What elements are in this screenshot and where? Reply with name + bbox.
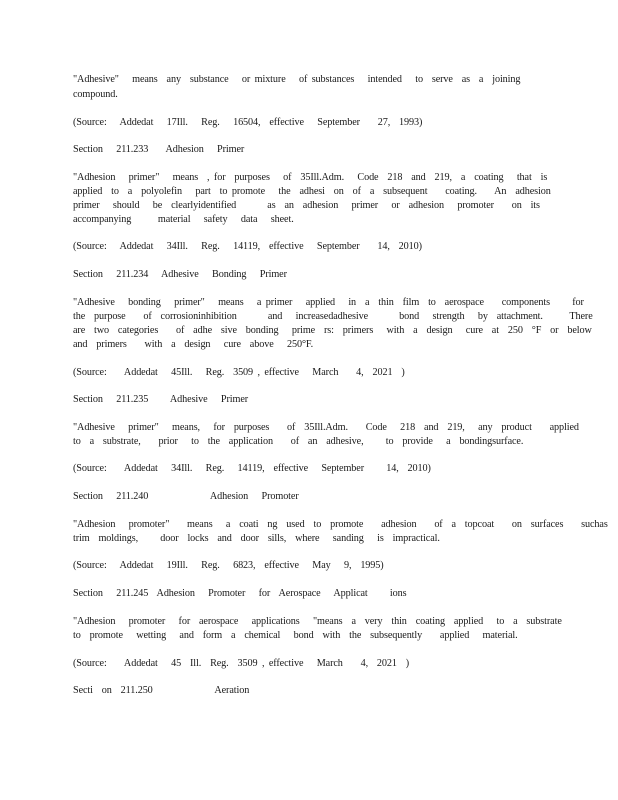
adhesion-primer-line-4: accompanying material safety data sheet. bbox=[73, 214, 294, 225]
adhesive-bonding-primer-line-1: "Adhesive bonding primer" means a primer applied in a thin film to aerospace components for bbox=[73, 297, 584, 308]
source-citation: (Source: Addedat 19Ill. Reg. 6823, effective May 9, 1995) bbox=[73, 560, 384, 571]
adhesive-primer-line-1: "Adhesive primer" means, for purposes of 35Ill.Adm. Code 218 and 219, any product applied bbox=[73, 422, 579, 433]
adhesion-promoter-aerospace-line-1: "Adhesion promoter for aerospace applications "means a very thin coating applied to a substrate bbox=[73, 616, 562, 627]
source-citation: (Source: Addedat 45 Ill. Reg. 3509 , effective March 4, 2021 ) bbox=[73, 658, 410, 669]
section-heading-211-250: Secti on 211.250 Aeration bbox=[73, 685, 250, 696]
source-citation: (Source: Addedat 34Ill. Reg. 14119, effective September 14, 2010) bbox=[73, 241, 422, 252]
adhesive-primer-line-2: to a substrate, prior to the application of an adhesive, to provide a bondingsurface. bbox=[73, 436, 524, 447]
adhesion-primer-line-1: "Adhesion primer" means , for purposes of 35Ill.Adm. Code 218 and 219, a coating that is bbox=[73, 172, 548, 183]
section-heading-211-245: Section 211.245 Adhesion Promoter for Aerospace Applicat ions bbox=[73, 588, 407, 599]
adhesive-bonding-primer-line-4: and primers with a design cure above 250°F. bbox=[73, 339, 314, 350]
section-heading-211-235: Section 211.235 Adhesive Primer bbox=[73, 394, 249, 405]
section-heading-211-234: Section 211.234 Adhesive Bonding Primer bbox=[73, 269, 287, 280]
adhesion-primer-line-3: primer should be clearlyidentified as an adhesion primer or adhesion promoter on its bbox=[73, 200, 540, 211]
adhesive-bonding-primer-line-3: are two categories of adhe sive bonding prime rs: primers with a design cure at 250 °F or below bbox=[73, 325, 592, 336]
source-citation: (Source: Addedat 34Ill. Reg. 14119, effective September 14, 2010) bbox=[73, 463, 431, 474]
source-citation: (Source: Addedat 45Ill. Reg. 3509 , effective March 4, 2021 ) bbox=[73, 367, 405, 378]
adhesion-promoter-line-1: "Adhesion promoter" means a coati ng used to promote adhesion of a topcoat on surfaces suchas bbox=[73, 519, 608, 530]
adhesive-definition-line-2: compound. bbox=[73, 89, 118, 100]
adhesive-definition-line-1: "Adhesive" means any substance or mixture of substances intended to serve as a joining bbox=[73, 74, 521, 85]
source-citation: (Source: Addedat 17Ill. Reg. 16504, effective September 27, 1993) bbox=[73, 117, 423, 128]
section-heading-211-240: Section 211.240 Adhesion Promoter bbox=[73, 491, 299, 502]
adhesion-promoter-line-2: trim moldings, door locks and door sills, where sanding is impractical. bbox=[73, 533, 440, 544]
adhesion-promoter-aerospace-line-2: to promote wetting and form a chemical bond with the subsequently applied material. bbox=[73, 630, 518, 641]
section-heading-211-233: Section 211.233 Adhesion Primer bbox=[73, 144, 245, 155]
adhesion-primer-line-2: applied to a polyolefin part to promote the adhesi on of a subsequent coating. An adhesion bbox=[73, 186, 551, 197]
adhesive-bonding-primer-line-2: the purpose of corrosioninhibition and increasedadhesive bond strength by attachment. There bbox=[73, 311, 593, 322]
